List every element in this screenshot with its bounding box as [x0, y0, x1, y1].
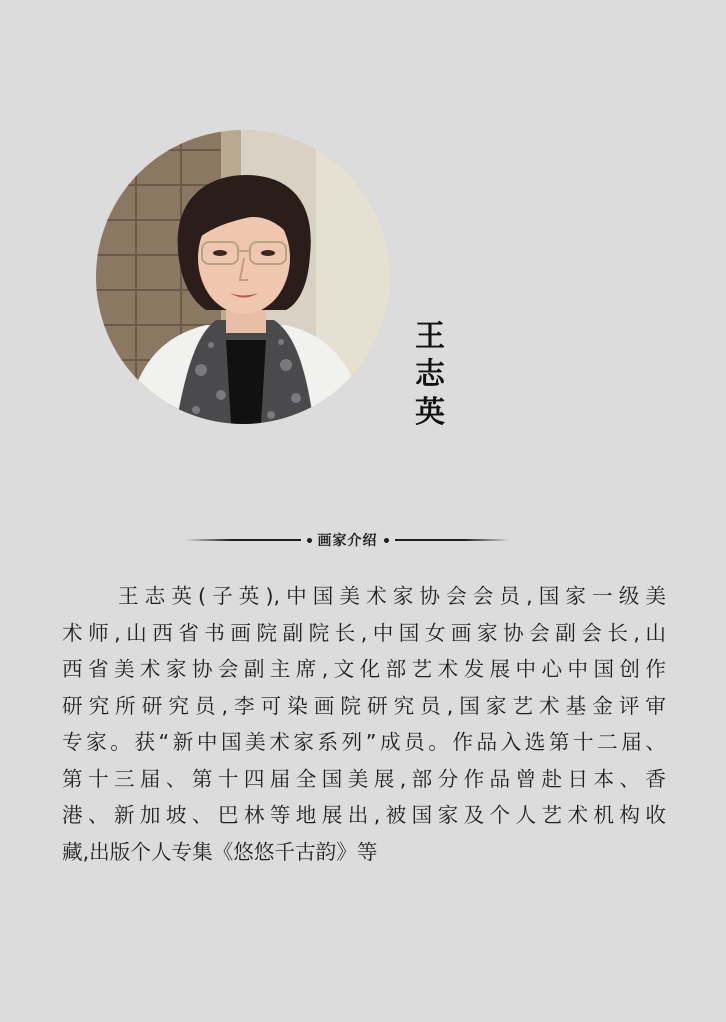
portrait-illustration — [96, 130, 390, 424]
bullet-dot — [307, 538, 312, 543]
artist-portrait — [96, 130, 390, 424]
bio-line: 专家。获“新中国美术家系列”成员。作品入选第十二届、 — [62, 730, 666, 754]
section-title: 画家介绍 — [317, 533, 378, 549]
divider-line-right — [395, 539, 511, 541]
artist-name-char: 志 — [415, 357, 445, 392]
artist-name-char: 王 — [415, 319, 445, 354]
artist-name — [408, 318, 452, 432]
bullet-dot — [384, 538, 389, 543]
bio-line: 研究所研究员,李可染画院研究员,国家艺术基金评审 — [62, 693, 666, 718]
bio-line: 第十三届、第十四届全国美展,部分作品曾赴日本、香 — [62, 766, 666, 791]
divider-line-left — [185, 539, 301, 541]
artist-biography — [62, 578, 666, 870]
bio-line: 王志英(子英),中国美术家协会会员,国家一级美 — [118, 584, 666, 608]
artist-name-char: 英 — [415, 395, 445, 430]
section-header — [185, 528, 510, 552]
bio-line: 港、新加坡、巴林等地展出,被国家及个人艺术机构收 — [62, 803, 666, 827]
bio-line: 西省美术家协会副主席,文化部艺术发展中心中国创作 — [62, 657, 666, 681]
bio-line: 术师,山西省书画院副院长,中国女画家协会副会长,山 — [62, 620, 666, 645]
bio-line: 藏,出版个人专集《悠悠千古韵》等 — [62, 839, 378, 864]
